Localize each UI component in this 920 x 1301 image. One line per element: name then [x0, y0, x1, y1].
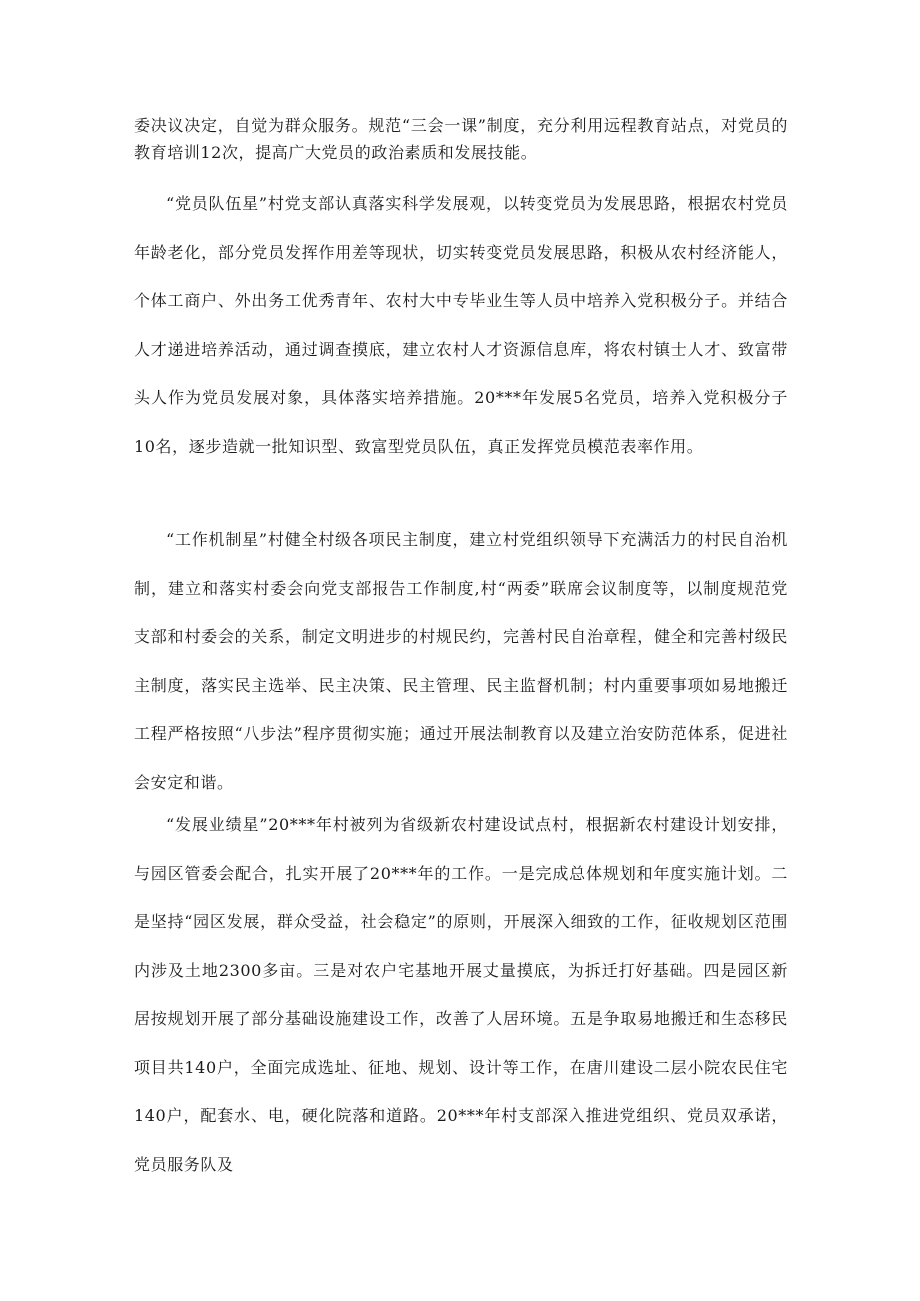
paragraph-development-performance-star: “发展业绩星”20***年村被列为省级新农村建设试点村，根据新农村建设计划安排，与园区管委会配合，扎实开展了20***年的工作。一是完成总体规划和年度实施计划。二是坚持“园区发展，群众受益，社会稳定”的原则，开展深入细致的工作，征收规划区范围内涉及土地2300多亩。三是对农户宅基地开展丈量摸底，为拆迁打好基础。四是园区新居按规划开展了部分基础设施建设工作，改善了人居环境。五是争取易地搬迁和生态移民项目共140户，全面完成选址、征地、规划、设计等工作，在唐川建设二层小院农民住宅140户，配套水、电，硬化院落和道路。20***年村支部深入推进党组织、党员双承诺，党员服务队及	[134, 815, 788, 1174]
paragraph-work-mechanism-star: “工作机制星”村健全村级各项民主制度，建立村党组织领导下充满活力的村民自治机制，建立和落实村委会向党支部报告工作制度,村“两委”联席会议制度等，以制度规范党支部和村委会的关系，制定文明进步的村规民约，完善村民自治章程，健全和完善村级民主制度，落实民主选举、民主决策、民主管理、民主监督机制；村内重要事项如易地搬迁工程严格按照“八步法”程序贯彻实施；通过开展法制教育以及建立治安防范体系，促进社会安定和谐。	[134, 530, 788, 792]
paragraph-party-education: 委决议决定，自觉为群众服务。规范“三会一课”制度，充分利用远程教育站点，对党员的教育培训12次，提高广大党员的政治素质和发展技能。	[134, 116, 788, 162]
paragraph-party-member-team-star: “党员队伍星”村党支部认真落实科学发展观，以转变党员为发展思路，根据农村党员年龄老化，部分党员发挥作用差等现状，切实转变党员发展思路，积极从农村经济能人，个体工商户、外出务工优秀青年、农村大中专毕业生等人员中培养入党积极分子。并结合人才递进培养活动，通过调查摸底，建立农村人才资源信息库，将农村镇士人才、致富带头人作为党员发展对象，具体落实培养措施。20***年发展5名党员，培养入党积极分子10名，逐步造就一批知识型、致富型党员队伍，真正发挥党员模范表率作用。	[134, 194, 788, 456]
